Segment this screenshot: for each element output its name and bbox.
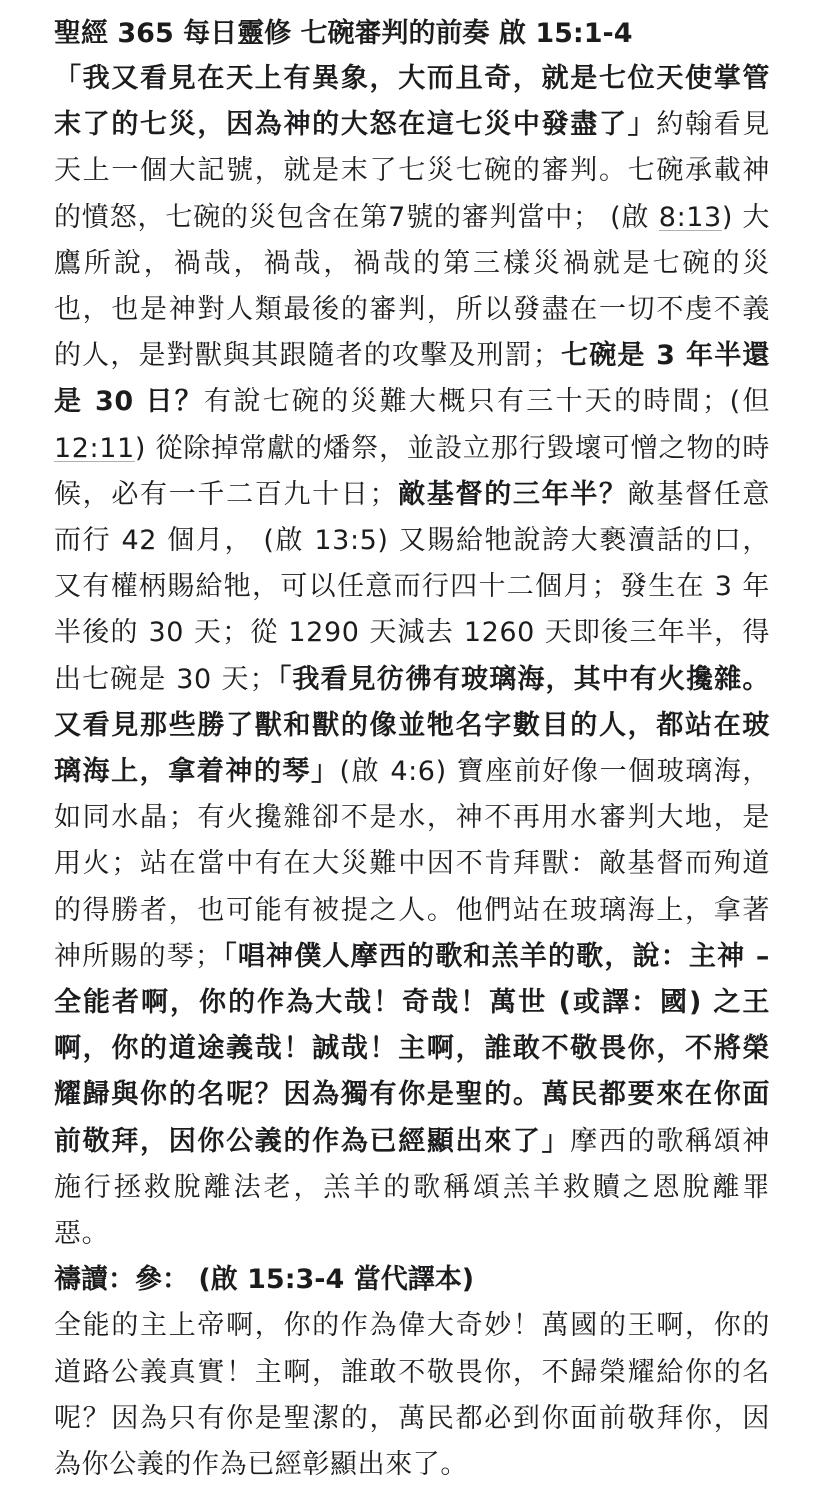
body-text-2: ) 大鷹所說，禍哉，禍哉，禍哉的第三樣災禍就是七碗的災也，也是神對人類最後的審判，所以發盡在一切不虔不義的人，是對獸與其跟隨者的攻擊及刑罰；	[54, 201, 770, 372]
page-title: 聖經 365 每日靈修 七碗審判的前奏 啟 15:1-4	[54, 18, 633, 49]
scripture-link-dan-12-11[interactable]: 12:11	[54, 432, 135, 464]
devotional-page	[54, 12, 770, 1488]
body-text-6: (啟 4:6) 寶座前好像一個玻璃海，如同水晶；有火攙雜卻不是水，神不再用水審判大地，是用火；站在當中有在大災難中因不肯拜獸：敵基督而殉道的得勝者，也可能有被提之人。他們站在玻璃海上，拿著神所賜的琴；	[54, 756, 770, 972]
reading-heading: 禱讀：參： (啟 15:3-4 當代譯本)	[54, 1264, 475, 1296]
body-text-4: ) 從除掉常獻的燔祭，並設立那行毀壞可憎之物的時候，必有一千二百九十日；	[54, 432, 770, 510]
scripture-link-rev-8-13[interactable]: 8:13	[658, 201, 722, 233]
bold-question-2: 敵基督的三年半？	[397, 478, 628, 510]
reading-text: 全能的主上帝啊，你的作為偉大奇妙！萬國的王啊，你的道路公義真實！主啊，誰敢不敬畏你，不歸榮耀給你的名呢？因為只有你是聖潔的，萬民都必到你面前敬拜你，因為你公義的作為已經彰顯出來了。	[54, 1310, 770, 1481]
body-text-7: 摩西的歌稱頌神施行拯救脫離法老，羔羊的歌稱頌羔羊救贖之恩脫離罪惡。	[54, 1125, 770, 1250]
opening-quote: 「我又看見在天上有異象，大而且奇，就是七位天使掌管末了的七災，因為神的大怒在這七災中發盡了」	[54, 63, 770, 141]
body-text-5: 敵基督任意而行 42 個月， (啟 13:5) 又賜給牠說誇大褻瀆話的口，又有權柄賜給牠，可以任意而行四十二個月；發生在 3 年半後的 30 天；從 1290 天減去 1260 天即後三年半，得出七碗是 30 天；	[54, 478, 770, 695]
bold-question-1: 七碗是 3 年半還是 30 日？	[54, 340, 770, 418]
body-text-3: 有說七碗的災難大概只有三十天的時間；(但	[204, 386, 770, 418]
bold-quote-song: 「唱神僕人摩西的歌和羔羊的歌，說：主神 – 全能者啊，你的作為大哉！奇哉！萬世 (或譯：國) 之王啊，你的道途義哉！誠哉！主啊，誰敢不敬畏你，不將榮耀歸與你的名呢？因為獨有你是聖的。萬民都要來在你面前敬拜，因你公義的作為已經顯出來了」	[54, 940, 770, 1157]
body-text-1: 約翰看見天上一個大記號，就是末了七災七碗的審判。七碗承載神的憤怒，七碗的災包含在第7號的審判當中； (啟	[54, 109, 770, 233]
devotional-body	[54, 56, 770, 1257]
bold-quote-glass-sea: 「我看見彷彿有玻璃海，其中有火攙雜。又看見那些勝了獸和獸的像並牠名字數目的人，都站在玻璃海上，拿着神的琴」	[54, 663, 770, 788]
